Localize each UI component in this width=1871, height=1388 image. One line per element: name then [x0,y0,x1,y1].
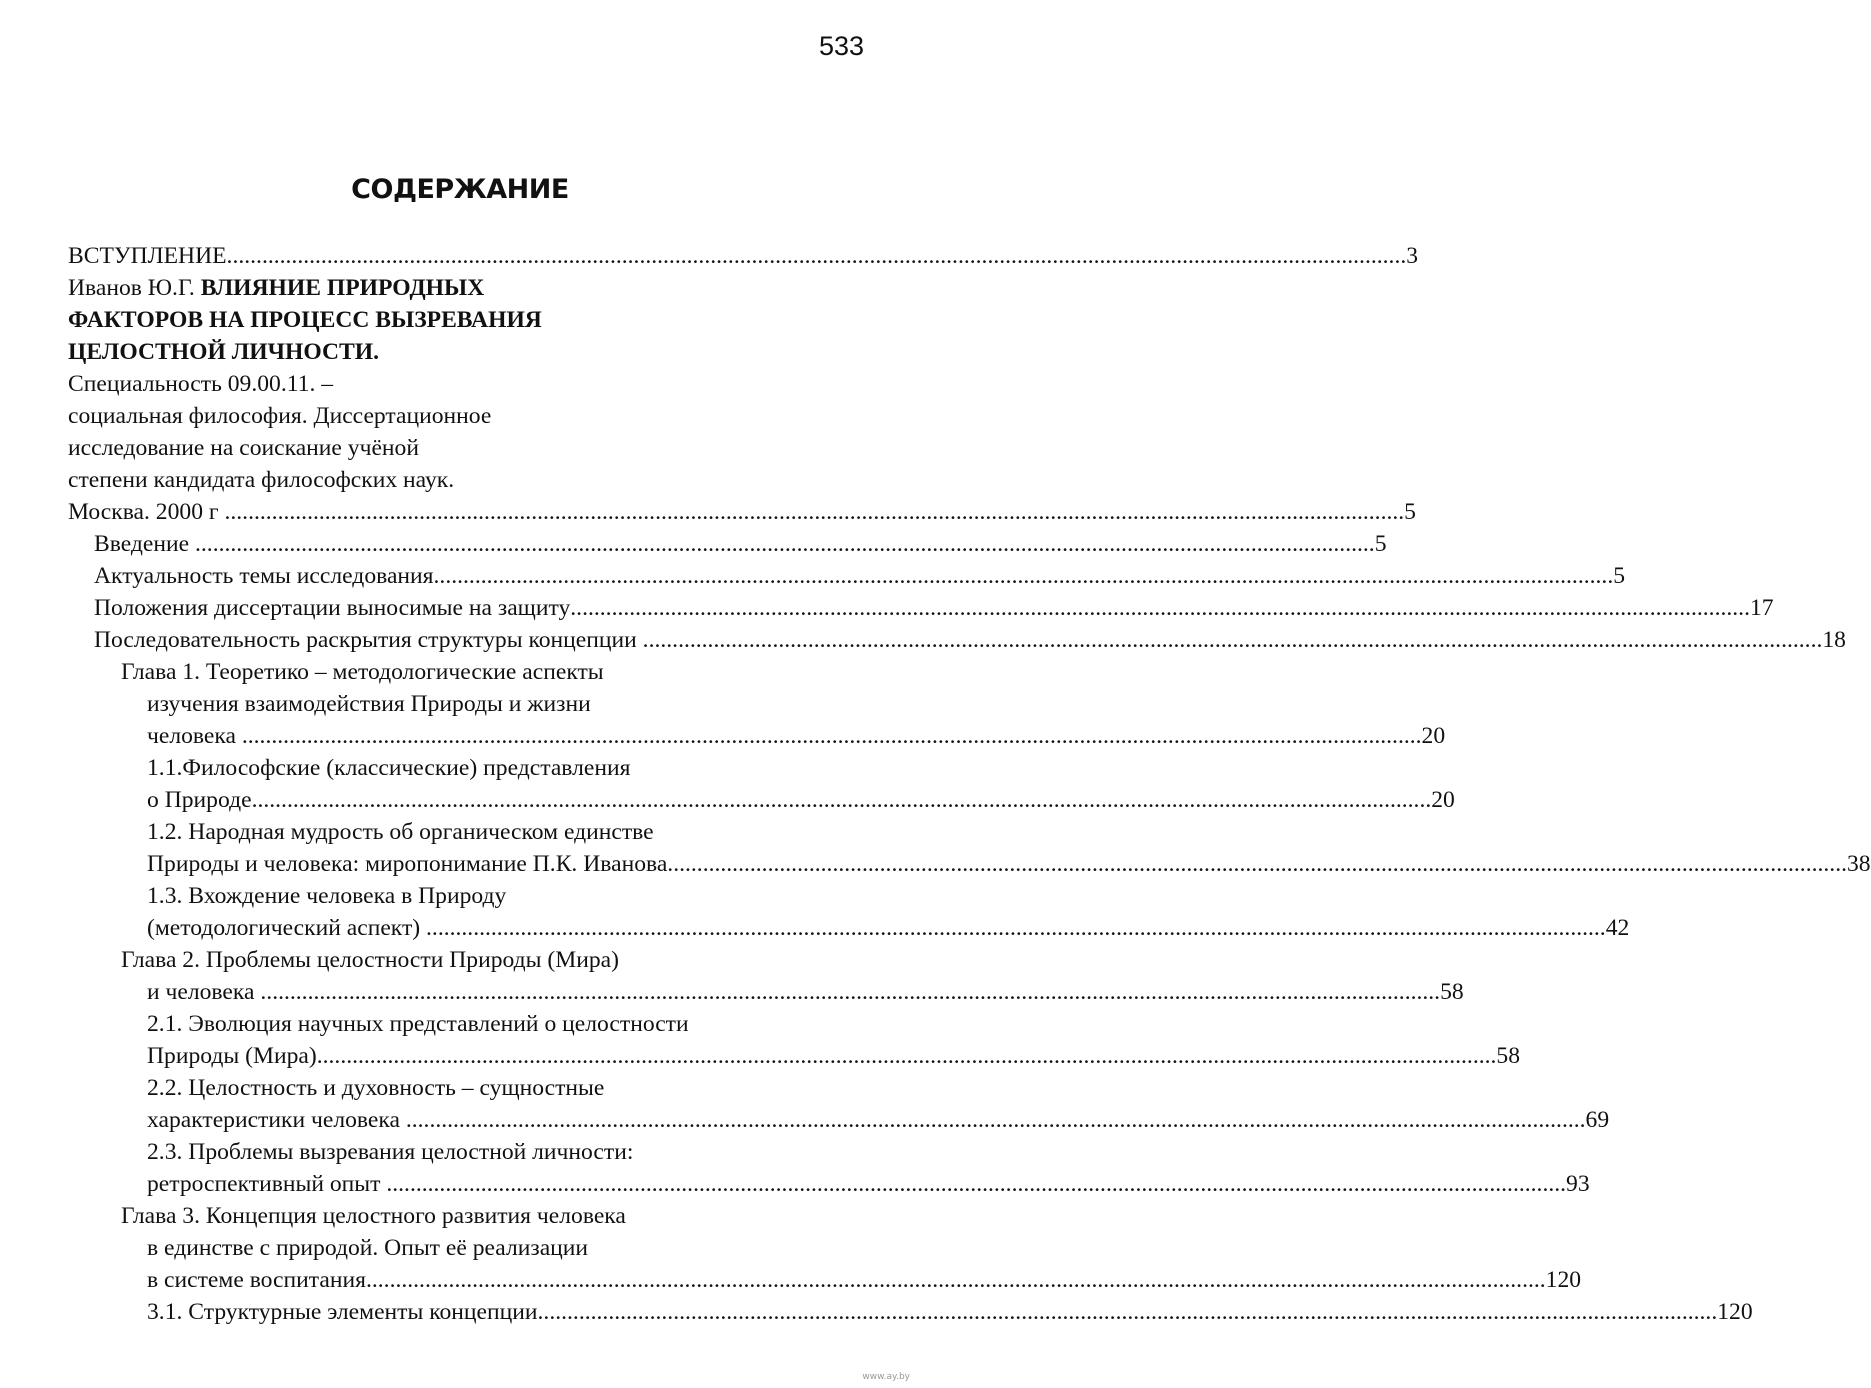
toc-entry-title: Введение [94,531,195,557]
toc-entry-page: 5 [1404,499,1416,525]
dot-leader: ........................................................................................................................................................................................................ [241,723,1422,749]
dot-leader: ........................................................................................................................................................................................................ [316,1043,1497,1069]
work-title-line [68,304,848,336]
work-title-line [68,336,848,368]
contents-heading: СОДЕРЖАНИЕ [351,174,569,205]
toc-entry-title: характеристики человека [147,1107,406,1133]
toc-entry-page: 18 [1822,627,1846,653]
toc-entry-title: в системе воспитания [147,1267,366,1293]
dot-leader: ........................................................................................................................................................................................................ [365,1267,1546,1293]
toc-entry-chapter-3 [147,1264,1582,1296]
toc-entry-title: Актуальность темы исследования [94,563,434,589]
toc-entry-title: 3.1. Структурные элементы концепции [147,1299,538,1325]
toc-entry-vvedenie [94,528,1387,560]
toc-entry-chapter-2 [147,976,1464,1008]
toc-entry-page: 93 [1566,1171,1590,1197]
toc-entry-title: (методологический аспект) [147,915,427,941]
toc-entry-page: 42 [1605,915,1630,941]
author-name: Иванов Ю.Г. [68,275,201,301]
toc-entry-posled [94,624,1846,656]
chapter-title-line: в единстве с природой. Опыт её реализации [147,1235,589,1261]
section-title-line: 1.2. Народная мудрость об органическом единстве [147,819,654,845]
toc-entry-page: 120 [1717,1299,1753,1325]
toc-entry-page: 20 [1421,723,1446,749]
dot-leader: ........................................................................................................................................................................................................ [537,1299,1718,1325]
toc-entry-title: ВСТУПЛЕНИЕ [68,243,227,269]
toc-entry-page: 38 [1846,851,1871,877]
dot-leader: ........................................................................................................................................................................................................ [226,243,1407,269]
toc-entry-section-2-1 [147,1040,1520,1072]
page-number: 533 [818,31,864,61]
section-title-line: 2.3. Проблемы вызревания целостной личности: [147,1139,634,1165]
toc-entry-page: 20 [1431,787,1455,813]
watermark: www.ay.by [862,1372,910,1382]
table-of-contents [68,240,1871,1328]
dot-leader: ........................................................................................................................................................................................................ [224,499,1405,525]
toc-entry-title: Положения диссертации выносимые на защиту [94,595,571,621]
chapter-title-line: Глава 2. Проблемы целостности Природы (Мира) [121,947,619,973]
toc-entry-title: о Природе [147,787,252,813]
toc-entry-section-1-1 [147,784,1455,816]
work-title: ВЛИЯНИЕ ПРИРОДНЫХ [200,275,485,301]
toc-entry-page: 120 [1545,1267,1582,1293]
toc-entry-page: 3 [1406,243,1419,269]
work-description-line: исследование на соискание учёной [68,435,419,461]
work-description-line: Специальность 09.00.11. – [68,371,334,397]
dot-leader: ........................................................................................................................................................................................................ [433,563,1614,589]
toc-entry-moscow [68,496,1416,528]
section-title-line: 1.1.Философские (классические) представления [147,755,631,781]
toc-entry-title: Последовательность раскрытия структуры концепции [94,627,643,653]
dot-leader: ........................................................................................................................................................................................................ [195,531,1375,557]
toc-entry-section-2-3 [147,1168,1590,1200]
work-description-line: социальная философия. Диссертационное [68,403,492,429]
chapter-title-line: Глава 3. Концепция целостного развития человека [121,1203,626,1229]
toc-entry-polozh [94,592,1774,624]
toc-entry-page: 17 [1749,595,1774,621]
toc-entry-title: ретроспективный опыт [147,1171,387,1197]
dot-leader: ........................................................................................................................................................................................................ [667,851,1847,877]
toc-entry-section-1-3 [147,912,1630,944]
work-title: ФАКТОРОВ НА ПРОЦЕСС ВЫЗРЕВАНИЯ [68,307,542,333]
dot-leader: ........................................................................................................................................................................................................ [570,595,1750,621]
toc-entry-title: Москва. 2000 г [68,499,225,525]
toc-entry-page: 58 [1440,979,1464,1005]
work-title: ЦЕЛОСТНОЙ ЛИЧНОСТИ. [68,339,379,365]
work-title-line [68,272,848,304]
dot-leader: ........................................................................................................................................................................................................ [426,915,1606,941]
dot-leader: ........................................................................................................................................................................................................ [251,787,1432,813]
section-title-line: 2.2. Целостность и духовность – сущностные [147,1075,605,1101]
toc-entry-page: 5 [1613,563,1626,589]
toc-entry-section-2-2 [147,1104,1610,1136]
dot-leader: ........................................................................................................................................................................................................ [405,1107,1586,1133]
toc-entry-title: и человека [147,979,261,1005]
toc-entry-chapter-1 [147,720,1446,752]
dot-leader: ........................................................................................................................................................................................................ [642,627,1823,653]
dot-leader: ........................................................................................................................................................................................................ [386,1171,1567,1197]
toc-entry-intro [68,240,1419,272]
toc-entry-title: Природы и человека: миропонимание П.К. Иванова [147,851,668,877]
toc-entry-title: Природы (Мира) [147,1043,317,1069]
toc-entry-page: 5 [1374,531,1387,557]
toc-entry-page: 69 [1585,1107,1610,1133]
dot-leader: ........................................................................................................................................................................................................ [260,979,1441,1005]
toc-entry-actual [94,560,1626,592]
toc-entry-section-3-1 [147,1296,1753,1328]
toc-entry-title: человека [147,723,242,749]
chapter-title-line: Глава 1. Теоретико – методологические аспекты [121,659,604,685]
toc-entry-page: 58 [1496,1043,1520,1069]
section-title-line: 2.1. Эволюция научных представлений о целостности [147,1011,689,1037]
toc-entry-section-1-2 [147,848,1871,880]
section-title-line: 1.3. Вхождение человека в Природу [147,883,507,909]
chapter-title-line: изучения взаимодействия Природы и жизни [147,691,591,717]
work-description-line: степени кандидата философских наук. [68,467,455,493]
